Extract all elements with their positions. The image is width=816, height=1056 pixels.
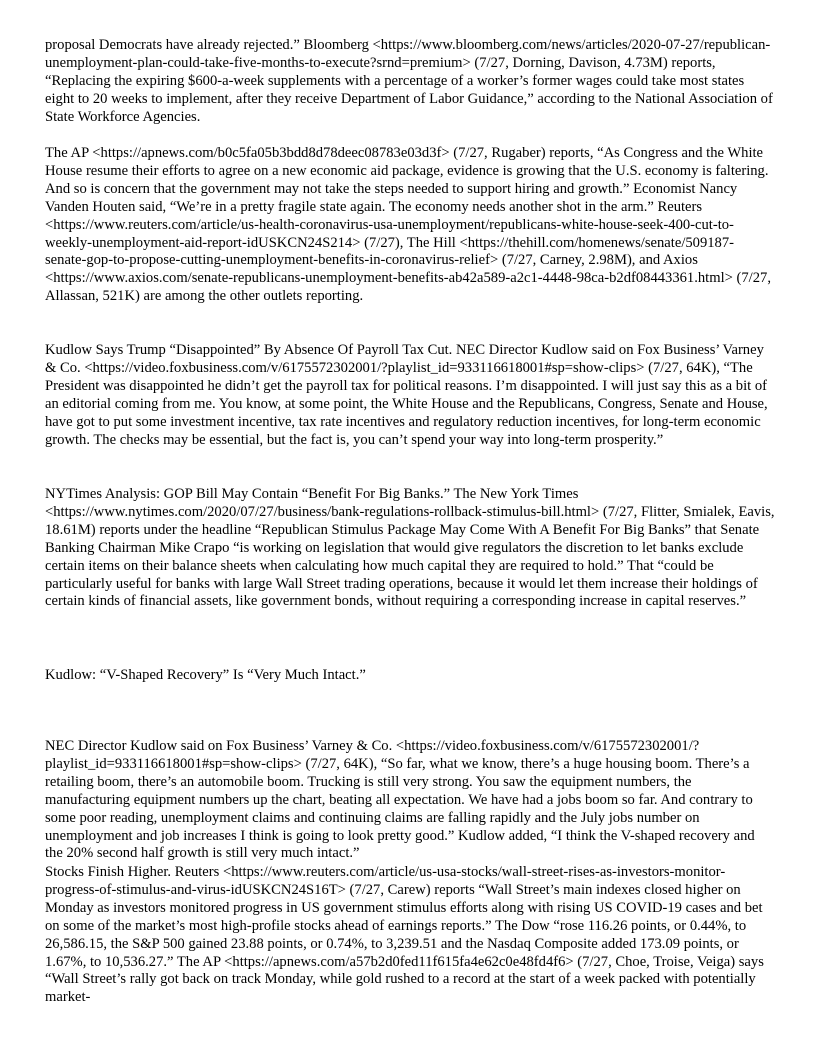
paragraph-ap-economy-faltering: The AP <https://apnews.com/b0c5fa05b3bdd8d78deec08783e03d3f> (7/27, Rugaber) reports, “As Congress and the White House resume their efforts to agree on a new economic aid package, evidence is growing that the U.S. economy is faltering. And so is concern that the government may not take the steps needed to support hiring and growth.” Economist Nancy Vanden Houten said, “We’re in a pretty fragile state again. The economy needs another shot in the arm.” Reuters <https://www.reuters.com/article/us-health-coronavirus-usa-unemployment/republicans-white-house-seek-400-cut-to-weekly-unemployment-aid-report-idUSKCN24S214> (7/27), The Hill <https://thehill.com/homenews/senate/509187-senate-gop-to-propose-cutting-unemployment-benefits-in-coronavirus-relief> (7/27, Carney, 2.98M), and Axios <https://www.axios.com/senate-republicans-unemployment-benefits-ab42a589-a2c1-4448-98ca-b2df08443361.html> (7/27, Allassan, 521K) are among the other outlets reporting.	[45, 145, 771, 305]
paragraph-kudlow-housing-boom: NEC Director Kudlow said on Fox Business’ Varney & Co. <https://video.foxbusiness.com/v/6175572302001/?playlist_id=933116618001#sp=show-clips> (7/27, 64K), “So far, what we know, there’s a huge housing boom. There’s a retailing boom, there’s an automobile boom. Trucking is still very strong. You saw the equipment numbers, the manufacturing equipment numbers up the chart, beating all expectation. We have had a jobs boom so far. And contrary to some poor reading, unemployment claims and continuing claims are falling rapidly and the July jobs number on unemployment and job increases I think is going to look pretty good.” Kudlow added, “I think the V-shaped recovery and the 20% second half growth is still very much intact.”	[45, 738, 755, 862]
paragraph-stocks-finish-higher: Stocks Finish Higher. Reuters <https://www.reuters.com/article/us-usa-stocks/wall-street-rises-as-investors-monitor-progress-of-stimulus-and-virus-idUSKCN24S16T> (7/27, Carew) reports “Wall Street’s main indexes closed higher on Monday as investors monitored progress in US government stimulus efforts along with rising US COVID-19 cases and bet on some of the market’s most high-profile stocks ahead of earnings reports.” The Dow “rose 116.26 points, or 0.44%, to 26,586.15, the S&P 500 gained 23.88 points, or 0.74%, to 3,239.51 and the Nasdaq Composite added 173.09 points, or 1.67%, to 10,536.27.” The AP <https://apnews.com/a57b2d0fed11f615fa4e62c0e48fd4f6> (7/27, Choe, Troise, Veiga) says “Wall Street’s rally got back on track Monday, while gold rushed to a record at the start of a week packed with potentially market-	[45, 864, 764, 1006]
paragraph-unemployment-plan: proposal Democrats have already rejected.” Bloomberg <https://www.bloomberg.com/news/articles/2020-07-27/republican-unemployment-plan-could-take-five-months-to-execute?srnd=premium> (7/27, Dorning, Davison, 4.73M) reports, “Replacing the expiring $600-a-week supplements with a percentage of a worker’s former wages could take most states eight to 20 weeks to implement, after they receive Department of Labor Guidance,” according to the National Association of State Workforce Agencies.	[45, 37, 773, 125]
paragraph-nytimes-big-banks: NYTimes Analysis: GOP Bill May Contain “Benefit For Big Banks.” The New York Times <https://www.nytimes.com/2020/07/27/business/bank-regulations-rollback-stimulus-bill.html> (7/27, Flitter, Smialek, Eavis, 18.61M) reports under the headline “Republican Stimulus Package May Come With A Benefit For Big Banks” that Senate Banking Chairman Mike Crapo “is working on legislation that would give regulators the discretion to let banks exclude certain items on their balance sheets when calculating how much capital they are required to hold.” That “could be particularly useful for banks with large Wall Street trading operations, because it would let them increase their holdings of certain kinds of financial assets, like government bonds, without requiring a corresponding increase in capital reserves.”	[45, 486, 775, 610]
section-heading-v-shaped-recovery: Kudlow: “V-Shaped Recovery” Is “Very Much Intact.”	[45, 667, 366, 683]
paragraph-kudlow-payroll-tax: Kudlow Says Trump “Disappointed” By Absence Of Payroll Tax Cut. NEC Director Kudlow said on Fox Business’ Varney & Co. <https://video.foxbusiness.com/v/6175572302001/?playlist_id=933116618001#sp=show-clips> (7/27, 64K), “The President was disappointed he didn’t get the payroll tax for political reasons. I’m disappointed. I will just say this as a bit of an editorial coming from me. You know, at some point, the White House and the Republicans, Congress, Senate and House, have got to put some investment incentive, tax rate incentives and regulatory reduction incentives, for long-term economic growth. The checks may be essential, but the fact is, you can’t spend your way into long-term prosperity.”	[45, 342, 768, 448]
